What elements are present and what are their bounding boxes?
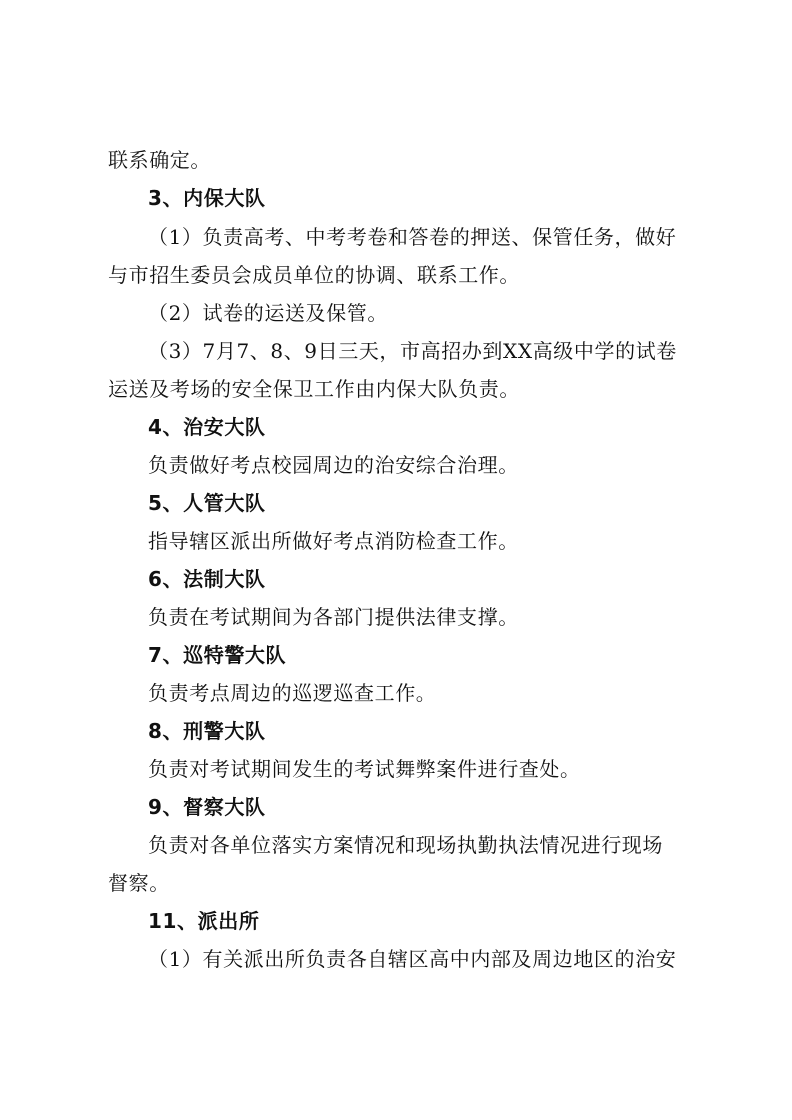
paragraph-line: 负责考点周边的巡逻巡查工作。 [148, 681, 437, 705]
paragraph-line: （1）负责高考、中考考卷和答卷的押送、保管任务，做好 [148, 225, 677, 249]
paragraph-line: 运送及考场的安全保卫工作由内保大队负责。 [108, 377, 520, 401]
paragraph-line: 督察。 [108, 871, 170, 895]
section-heading-xuntejing: 7、巡特警大队 [148, 643, 287, 667]
section-heading-fazhi: 6、法制大队 [148, 567, 266, 591]
section-heading-zhian: 4、治安大队 [148, 415, 266, 439]
paragraph-line: 与市招生委员会成员单位的协调、联系工作。 [108, 263, 520, 287]
paragraph-line: 负责做好考点校园周边的治安综合治理。 [148, 453, 519, 477]
section-heading-xingjing: 8、刑警大队 [148, 719, 266, 743]
paragraph-line: 负责对各单位落实方案情况和现场执勤执法情况进行现场 [148, 833, 663, 857]
paragraph-line: 指导辖区派出所做好考点消防检查工作。 [148, 529, 519, 553]
section-heading-renguan: 5、人管大队 [148, 491, 266, 515]
paragraph-line: （2）试卷的运送及保管。 [148, 301, 388, 325]
paragraph-line: （3）7月7、8、9日三天，市高招办到XX高级中学的试卷 [148, 339, 677, 363]
paragraph-line: 联系确定。 [108, 148, 211, 172]
section-heading-paichusuo: 11、派出所 [148, 909, 260, 933]
section-heading-neibao: 3、内保大队 [148, 186, 266, 210]
section-heading-ducha: 9、督察大队 [148, 795, 266, 819]
paragraph-line: （1）有关派出所负责各自辖区高中内部及周边地区的治安 [148, 947, 677, 971]
paragraph-line: 负责对考试期间发生的考试舞弊案件进行查处。 [148, 757, 581, 781]
paragraph-line: 负责在考试期间为各部门提供法律支撑。 [148, 605, 519, 629]
